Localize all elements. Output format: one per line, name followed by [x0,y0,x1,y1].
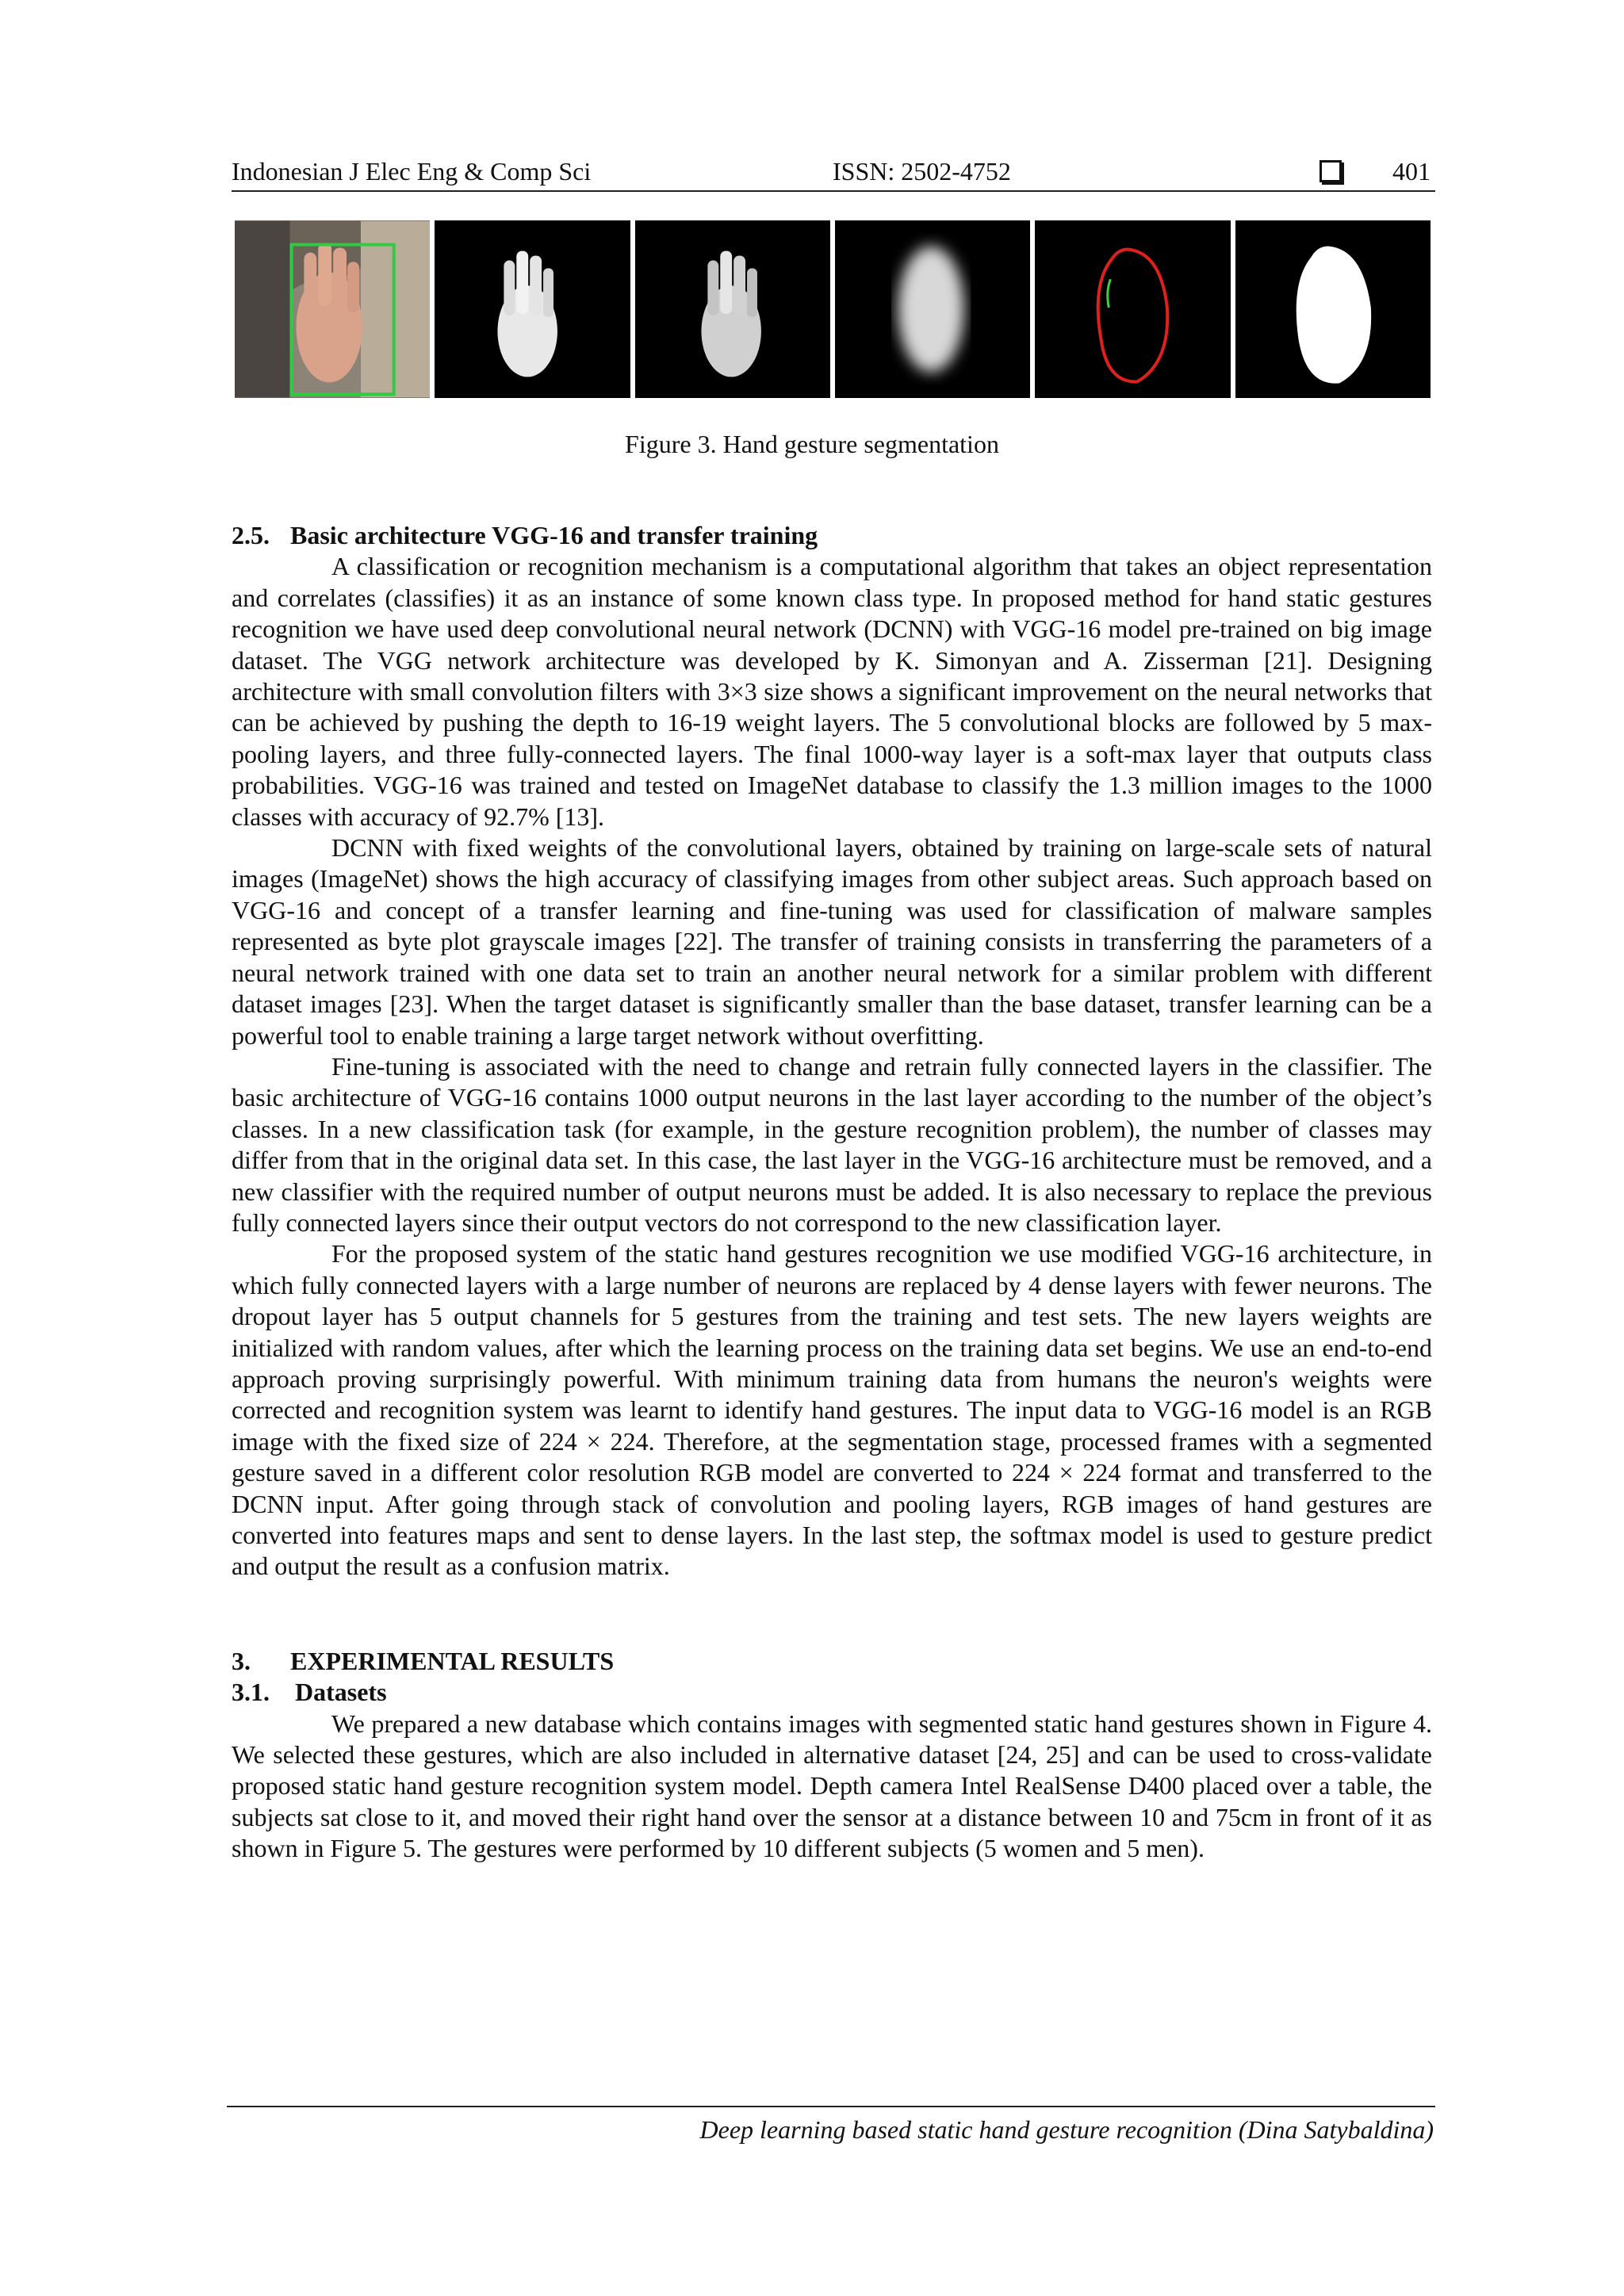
blurred-hand-image [835,220,1030,398]
subsection-heading-3-1 [232,1677,1432,1708]
section-number: 3. [232,1646,251,1675]
section-title: EXPERIMENTAL RESULTS [290,1646,615,1675]
contour-hand-image [1035,220,1230,398]
panel-original-frame [235,220,430,398]
panel-skin-mask [435,220,630,398]
footer-divider [227,2106,1435,2107]
binary-mask-image [1235,220,1431,398]
page-header [232,152,1435,192]
skin-mask-image [435,220,630,398]
panel-binary-mask [1235,220,1431,398]
paragraph: DCNN with fixed weights of the convolutional layers, obtained by training on large-scale sets of natural images (ImageNet) shows the high accuracy of classifying images from other subject areas. Such approach based on VGG-16 and concept of a transfer learning and fine-tuning was used for classification of malware samples represented as byte plot grayscale images [22]. The transfer of training consists in transferring the parameters of a neural network trained with one data set to train an another neural network for a similar problem with different dataset images [23]. When the target dataset is significantly smaller than the base dataset, transfer learning can be a powerful tool to enable training a large target network without overfitting. [232,833,1432,1050]
journal-name: Indonesian J Elec Eng & Comp Sci [232,157,592,186]
checkbox-square-icon [1320,160,1342,182]
paragraph: For the proposed system of the static hand gestures recognition we use modified VGG-16 architecture, in which fully connected layers with a large number of neurons are replaced by 4 dense layers with fewer neurons. The dropout layer has 5 output channels for 5 gestures from the training and test sets. The new layers weights are initialized with random values, after which the learning process on the training data set begins. We use an end-to-end approach proving surprisingly powerful. With minimum training data from humans the neuron's weights were corrected and recognition system was learnt to identify hand gestures. The input data to VGG-16 model is an RGB image with the fixed size of 224 × 224. Therefore, at the segmentation stage, processed frames with a segmented gesture saved in a different color resolution RGB model are converted to 224 × 224 format and transferred to the DCNN input. After going through stack of convolution and pooling layers, RGB images of hand gestures are converted into features maps and sent to dense layers. In the last step, the softmax model is used to gesture predict and output the result as a confusion matrix. [232,1239,1432,1581]
original-frame-image [235,220,430,398]
figure-caption: Figure 3. Hand gesture segmentation [625,430,999,458]
hand-segmentation-figure [235,220,1431,398]
paragraph: We prepared a new database which contains images with segmented static hand gestures shown in Figure 4. We selected these gestures, which are also included in alternative dataset [24, 25] and can be used to cross-validate proposed static hand gesture recognition system model. Depth camera Intel RealSense D400 placed over a table, the subjects sat close to it, and moved their right hand over the sensor at a distance between 10 and 75cm in front of it as shown in Figure 5. The gestures were performed by 10 different subjects (5 women and 5 men). [232,1709,1432,1863]
issn: ISSN: 2502-4752 [833,157,1011,186]
subsection-number: 3.1. [232,1678,270,1707]
running-footer: Deep learning based static hand gesture recognition (Dina Satybaldina) [699,2115,1434,2144]
panel-contour-hand [1035,220,1230,398]
section-title: Basic architecture VGG-16 and transfer training [290,521,818,549]
section-number: 2.5. [232,521,270,549]
page-body [232,520,1432,1865]
panel-blurred-hand [835,220,1030,398]
section-heading-2-5 [232,520,1432,551]
paragraph: Fine-tuning is associated with the need to change and retrain fully connected layers in the classifier. The basic architecture of VGG-16 contains 1000 output neurons in the last layer according to the number of the object’s classes. In a new classification task (for example, in the gesture recognition problem), the number of classes may differ from that in the original data set. In this case, the last layer in the VGG-16 architecture must be removed, and a new classifier with the required number of output neurons must be added. It is also necessary to replace the previous fully connected layers since their output vectors do not correspond to the new classification layer. [232,1051,1432,1237]
panel-grayscale-hand [635,220,830,398]
page-number: 401 [1392,157,1431,186]
section-gap [232,1582,1432,1646]
grayscale-hand-image [635,220,830,398]
paragraph: A classification or recognition mechanism is a computational algorithm that takes an object representation and correlates (classifies) it as an instance of some known class type. In proposed method for hand static gestures recognition we have used deep convolutional neural network (DCNN) with VGG-16 model pre-trained on big image dataset. The VGG network architecture was developed by K. Simonyan and A. Zisserman [21]. Designing architecture with small convolution filters with 3×3 size shows a significant improvement on the neural networks that can be achieved by pushing the depth to 16-19 weight layers. The 5 convolutional blocks are followed by 5 max-pooling layers, and three fully-connected layers. The final 1000-way layer is a soft-max layer that outputs class probabilities. VGG-16 was trained and tested on ImageNet database to classify the 1.3 million images to the 1000 classes with accuracy of 92.7% [13]. [232,552,1432,831]
section-heading-3 [232,1646,1432,1677]
subsection-title: Datasets [295,1678,387,1707]
